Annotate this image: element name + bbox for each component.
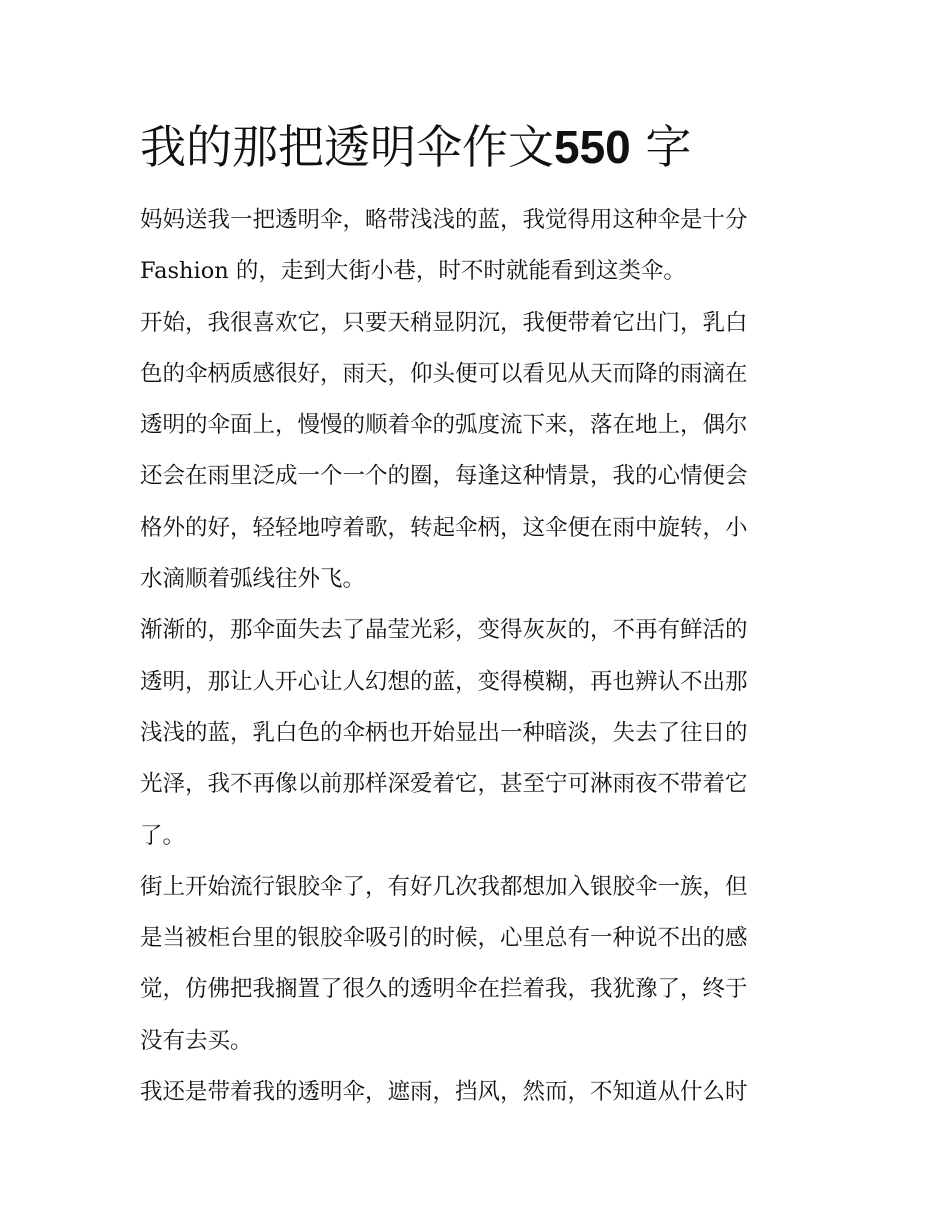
text-line: 格外的好，轻轻地哼着歌，转起伞柄，这伞便在雨中旋转，小 bbox=[140, 514, 748, 541]
text-line: 色的伞柄质感很好，雨天，仰头便可以看见从天而降的雨滴在 bbox=[140, 360, 748, 387]
paragraph-4 bbox=[140, 862, 812, 1067]
text-line: 透明，那让人开心让人幻想的蓝，变得模糊，再也辨认不出那 bbox=[140, 668, 748, 695]
paragraph-1 bbox=[140, 195, 812, 298]
text-line: 妈妈送我一把透明伞，略带浅浅的蓝，我觉得用这种伞是十分 bbox=[140, 207, 748, 233]
article-title-text: 我的那把透明伞作文 bbox=[140, 120, 554, 174]
text-line: 街上开始流行银胶伞了，有好几次我都想加入银胶伞一族，但 bbox=[140, 873, 748, 900]
text-line: 我还是带着我的透明伞，遮雨，挡风，然而，不知道从什么时 bbox=[140, 1079, 748, 1106]
article-title-number: 550 bbox=[554, 121, 631, 173]
paragraph-5 bbox=[140, 1067, 812, 1118]
text-line: 了。 bbox=[140, 822, 186, 849]
text-line: 还会在雨里泛成一个一个的圈，每逢这种情景，我的心情便会 bbox=[140, 463, 748, 490]
paragraph-3 bbox=[140, 605, 812, 861]
text-line: Fashion 的，走到大街小巷，时不时就能看到这类伞。 bbox=[140, 258, 686, 285]
text-line: 水滴顺着弧线往外飞。 bbox=[140, 566, 366, 593]
text-line: 没有去买。 bbox=[140, 1027, 253, 1054]
text-line: 浅浅的蓝，乳白色的伞柄也开始显出一种暗淡，失去了往日的 bbox=[140, 719, 748, 746]
text-line: 觉，仿佛把我搁置了很久的透明伞在拦着我，我犹豫了，终于 bbox=[140, 976, 748, 1003]
text-line: 光泽，我不再像以前那样深爱着它，甚至宁可淋雨夜不带着它 bbox=[140, 771, 748, 798]
text-line: 渐渐的，那伞面失去了晶莹光彩，变得灰灰的，不再有鲜活的 bbox=[140, 617, 748, 644]
text-line: 是当被柜台里的银胶伞吸引的时候，心里总有一种说不出的感 bbox=[140, 925, 748, 952]
text-line: 开始，我很喜欢它，只要天稍显阴沉，我便带着它出门，乳白 bbox=[140, 309, 748, 336]
article-title-suffix: 字 bbox=[645, 120, 692, 174]
paragraph-2 bbox=[140, 298, 812, 606]
article-body bbox=[140, 195, 812, 1118]
article-title bbox=[140, 116, 691, 178]
text-line: 透明的伞面上，慢慢的顺着伞的弧度流下来，落在地上，偶尔 bbox=[140, 412, 748, 439]
